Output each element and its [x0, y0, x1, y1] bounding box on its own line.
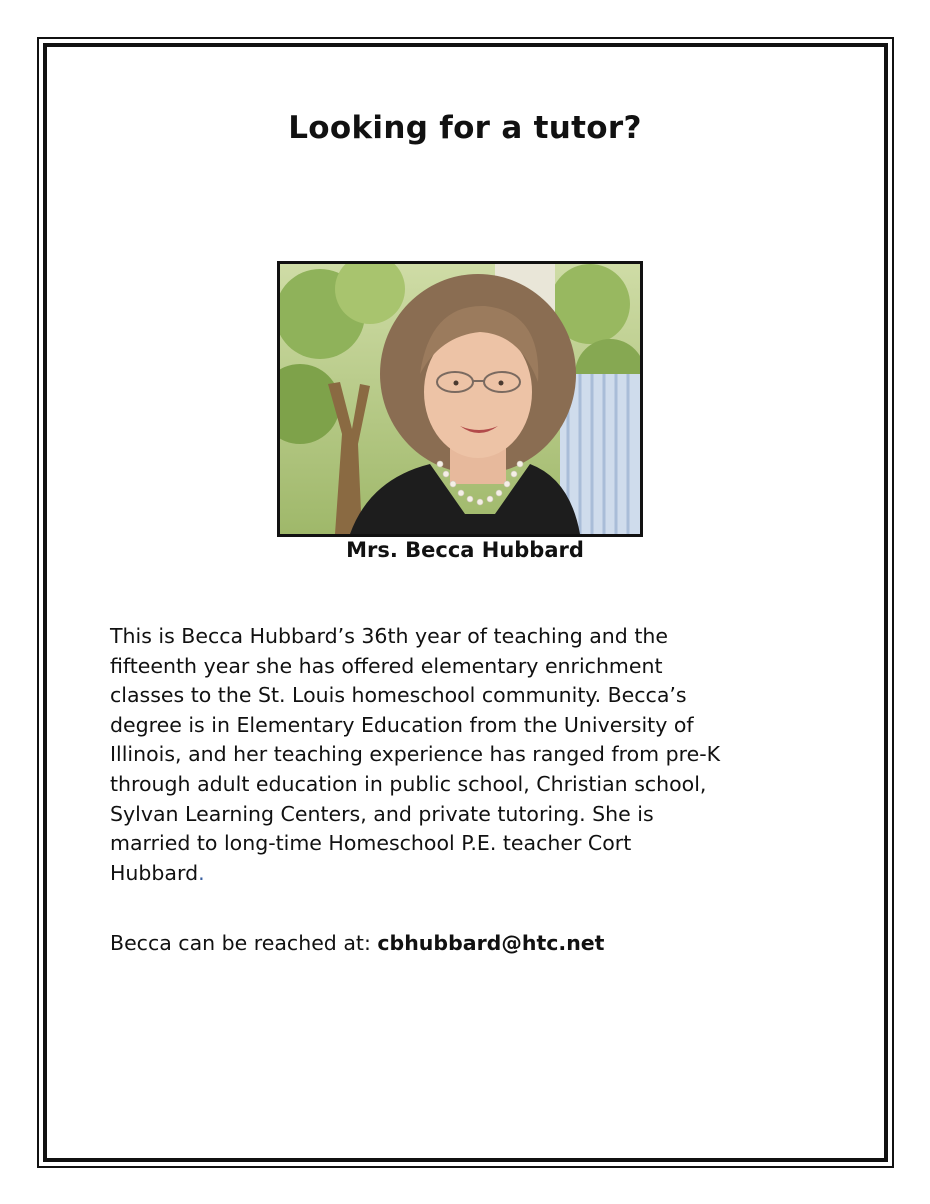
portrait-illustration — [280, 264, 640, 534]
page-border-outer — [37, 37, 894, 1168]
bio-text: This is Becca Hubbard’s 36th year of teaching and the fifteenth year she has offered elementary enrichment classes to the St. Louis homeschool community. Becca’s degree is in Elementary Education from the University of Illinois, and her teaching experience has ranged from pre-K through adult education in public school, Christian school, Sylvan Learning Centers, and private tutoring. She is married to long-time Homeschool P.E. teacher Cort Hubbard — [110, 624, 721, 885]
contact-email: cbhubbard@htc.net — [377, 931, 605, 955]
tutor-name-caption: Mrs. Becca Hubbard — [346, 538, 584, 562]
page-border-inner — [43, 43, 888, 1162]
contact-line — [110, 928, 840, 958]
tutor-bio — [110, 622, 840, 888]
tutor-photo — [277, 261, 643, 537]
contact-label: Becca can be reached at: — [110, 931, 378, 955]
flyer-title: Looking for a tutor? — [288, 110, 642, 146]
bio-end-period: . — [198, 860, 205, 885]
